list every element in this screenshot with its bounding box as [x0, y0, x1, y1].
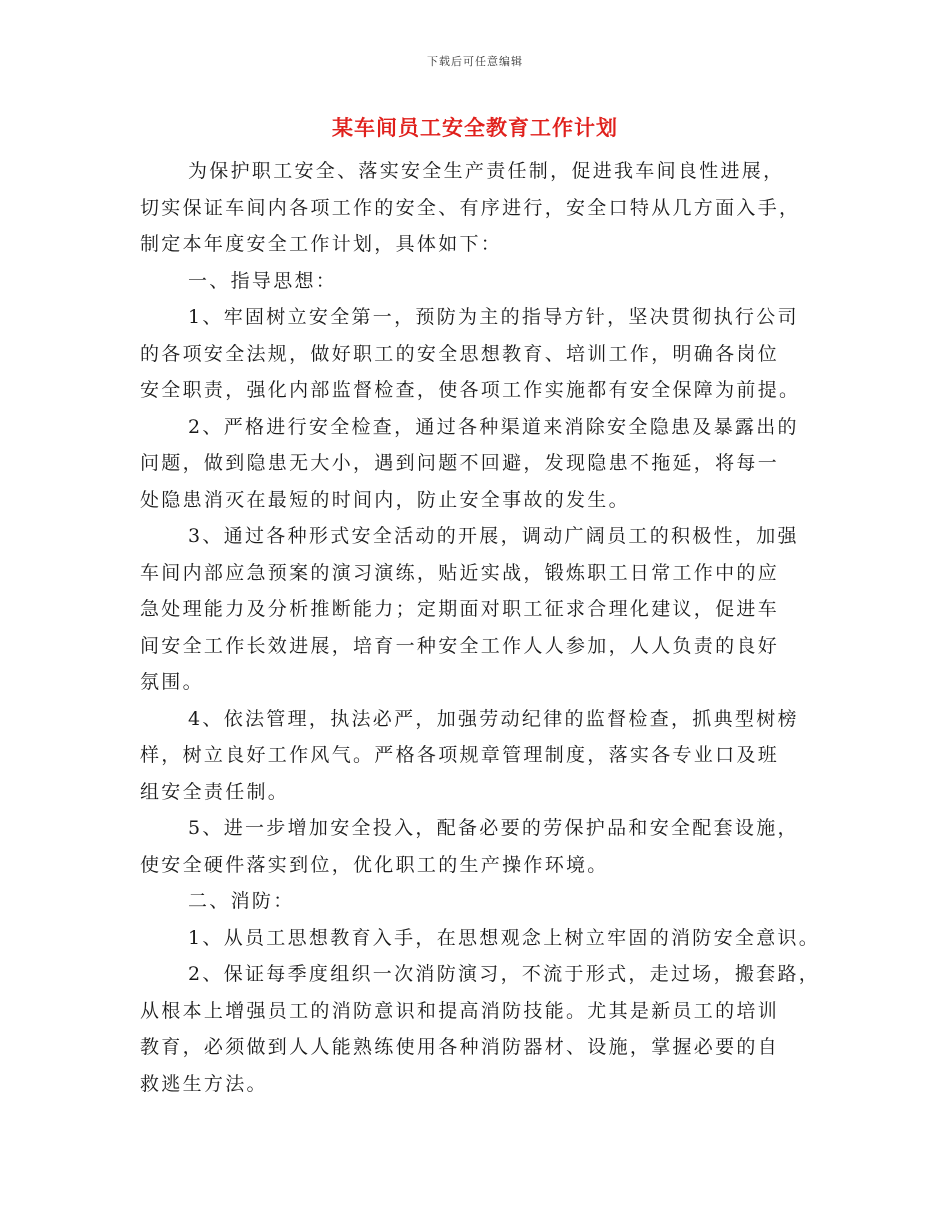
- body-line: 问题，做到隐患无大小，遇到问题不回避，发现隐患不拖延，将每一: [140, 452, 780, 474]
- body-line: 3、通过各种形式安全活动的开展，调动广阔员工的积极性，加强: [188, 525, 799, 547]
- body-line: 从根本上增强员工的消防意识和提高消防技能。尤其是新员工的培训: [140, 999, 780, 1022]
- body-line: 2、保证每季度组织一次消防演习，不流于形式，走过场，搬套路，: [188, 963, 821, 985]
- document-title: 某车间员工安全教育工作计划: [332, 115, 618, 140]
- header-note: 下载后可任意编辑: [427, 55, 523, 68]
- body-line: 救逃生方法。: [140, 1072, 268, 1095]
- body-line: 一、指导思想：: [188, 269, 338, 292]
- body-line: 使安全硬件落实到位，优化职工的生产操作环境。: [140, 853, 609, 876]
- body-line: 车间内部应急预案的演习演练，贴近实战，锻炼职工日常工作中的应: [140, 561, 780, 584]
- body-line: 制定本年度安全工作计划，具体如下：: [140, 233, 503, 255]
- body-line: 安全职责，强化内部监督检查，使各项工作实施都有安全保障为前提。: [140, 379, 801, 401]
- body-line: 切实保证车间内各项工作的安全、有序进行，安全口特从几方面入手，: [140, 196, 801, 219]
- body-line: 为保护职工安全、落实安全生产责任制，促进我车间良性进展，: [188, 160, 785, 182]
- body-line: 急处理能力及分析推断能力；定期面对职工征求合理化建议，促进车: [140, 598, 780, 620]
- body-line: 5、进一步增加安全投入，配备必要的劳保护品和安全配套设施，: [188, 817, 799, 839]
- body-line: 间安全工作长效进展，培育一种安全工作人人参加，人人负责的良好: [140, 634, 780, 657]
- body-line: 1、牢固树立安全第一，预防为主的指导方针，坚决贯彻执行公司: [188, 306, 799, 328]
- body-line: 处隐患消灭在最短的时间内，防止安全事故的发生。: [140, 488, 630, 511]
- body-line: 氛围。: [140, 671, 204, 693]
- body-line: 1、从员工思想教育入手，在思想观念上树立牢固的消防安全意识。: [188, 926, 821, 949]
- body-line: 组安全责任制。: [140, 780, 290, 803]
- document-body: [140, 153, 820, 1102]
- body-line: 4、依法管理，执法必严，加强劳动纪律的监督检查，抓典型树榜: [188, 707, 799, 730]
- body-line: 2、严格进行安全检查，通过各种渠道来消除安全隐患及暴露出的: [188, 415, 799, 438]
- body-line: 的各项安全法规，做好职工的安全思想教育、培训工作，明确各岗位: [140, 342, 780, 365]
- body-line: 教育，必须做到人人能熟练使用各种消防器材、设施，掌握必要的自: [140, 1036, 780, 1058]
- body-line: 二、消防：: [188, 890, 295, 912]
- body-line: 样，树立良好工作风气。严格各项规章管理制度，落实各专业口及班: [140, 744, 780, 766]
